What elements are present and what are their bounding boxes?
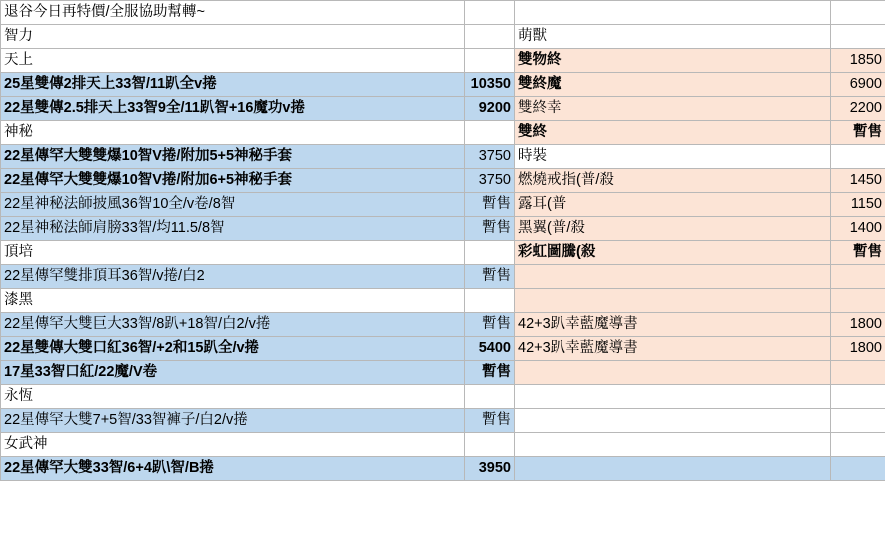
table-row <box>1 409 885 433</box>
right-label: 雙終幸 <box>515 97 831 121</box>
left-price: 暫售 <box>465 217 515 241</box>
table-row <box>1 289 885 313</box>
left-label: 17星33智口紅/22魔/V卷 <box>1 361 465 385</box>
right-price <box>831 457 885 481</box>
table-row <box>1 73 885 97</box>
table-row <box>1 385 885 409</box>
right-price <box>831 145 885 169</box>
left-label: 22星傳罕大雙33智/6+4趴\智/B捲 <box>1 457 465 481</box>
table-row <box>1 97 885 121</box>
left-price: 3950 <box>465 457 515 481</box>
left-label: 智力 <box>1 25 465 49</box>
title-right-price-cell <box>831 1 885 25</box>
right-label: 雙終 <box>515 121 831 145</box>
left-label: 頂培 <box>1 241 465 265</box>
right-label: 黑翼(普/殺 <box>515 217 831 241</box>
left-price: 9200 <box>465 97 515 121</box>
right-price <box>831 361 885 385</box>
right-price <box>831 433 885 457</box>
left-price: 3750 <box>465 169 515 193</box>
left-price <box>465 49 515 73</box>
left-price: 3750 <box>465 145 515 169</box>
right-label <box>515 409 831 433</box>
table-row <box>1 217 885 241</box>
left-label: 22星神秘法師披風36智10全/v卷/8智 <box>1 193 465 217</box>
title-right-cell <box>515 1 831 25</box>
right-label: 萌獸 <box>515 25 831 49</box>
left-price: 暫售 <box>465 193 515 217</box>
right-price <box>831 385 885 409</box>
left-label: 神秘 <box>1 121 465 145</box>
right-price: 1800 <box>831 337 885 361</box>
left-price <box>465 385 515 409</box>
table-row <box>1 337 885 361</box>
right-price <box>831 409 885 433</box>
table-row <box>1 241 885 265</box>
left-price: 暫售 <box>465 265 515 289</box>
title-cell: 退谷今日再特價/全服協助幫轉~ <box>1 1 465 25</box>
right-price <box>831 289 885 313</box>
right-label <box>515 457 831 481</box>
left-price: 10350 <box>465 73 515 97</box>
right-label: 42+3趴幸藍魔導書 <box>515 337 831 361</box>
left-price <box>465 121 515 145</box>
right-label: 雙終魔 <box>515 73 831 97</box>
right-label: 露耳(普 <box>515 193 831 217</box>
left-label: 22星神秘法師肩膀33智/均11.5/8智 <box>1 217 465 241</box>
right-price: 6900 <box>831 73 885 97</box>
table-row <box>1 49 885 73</box>
right-label <box>515 385 831 409</box>
right-label <box>515 361 831 385</box>
table-row <box>1 193 885 217</box>
right-price: 1850 <box>831 49 885 73</box>
table-row <box>1 433 885 457</box>
right-price: 1150 <box>831 193 885 217</box>
left-label: 女武神 <box>1 433 465 457</box>
right-price <box>831 265 885 289</box>
table-row <box>1 25 885 49</box>
left-label: 天上 <box>1 49 465 73</box>
left-label: 22星雙傳2.5排天上33智9全/11趴智+16魔功v捲 <box>1 97 465 121</box>
table-row <box>1 1 885 25</box>
right-price: 2200 <box>831 97 885 121</box>
right-label: 燃燒戒指(普/殺 <box>515 169 831 193</box>
right-label: 時裝 <box>515 145 831 169</box>
right-label <box>515 289 831 313</box>
left-price <box>465 241 515 265</box>
right-label <box>515 433 831 457</box>
left-price <box>465 25 515 49</box>
left-label: 25星雙傳2排天上33智/11趴全v捲 <box>1 73 465 97</box>
left-price <box>465 433 515 457</box>
left-label: 22星傳罕大雙巨大33智/8趴+18智/白2/v捲 <box>1 313 465 337</box>
right-label <box>515 265 831 289</box>
right-price <box>831 25 885 49</box>
left-price: 5400 <box>465 337 515 361</box>
left-label: 22星傳罕大雙雙爆10智V捲/附加6+5神秘手套 <box>1 169 465 193</box>
left-label: 22星傳罕大雙7+5智/33智褲子/白2/v捲 <box>1 409 465 433</box>
right-label: 42+3趴幸藍魔導書 <box>515 313 831 337</box>
title-price-cell <box>465 1 515 25</box>
table-row <box>1 121 885 145</box>
right-label: 雙物終 <box>515 49 831 73</box>
left-label: 永恆 <box>1 385 465 409</box>
right-price: 1450 <box>831 169 885 193</box>
table-row <box>1 361 885 385</box>
right-price: 暫售 <box>831 121 885 145</box>
left-price: 暫售 <box>465 409 515 433</box>
right-price: 1800 <box>831 313 885 337</box>
right-label: 彩虹圖騰(殺 <box>515 241 831 265</box>
table-row <box>1 265 885 289</box>
left-label: 漆黑 <box>1 289 465 313</box>
right-price: 暫售 <box>831 241 885 265</box>
table-row <box>1 169 885 193</box>
table-row <box>1 313 885 337</box>
table-row <box>1 145 885 169</box>
left-price: 暫售 <box>465 313 515 337</box>
left-label: 22星雙傳大雙口紅36智/+2和15趴全/v捲 <box>1 337 465 361</box>
table-row <box>1 457 885 481</box>
left-label: 22星傳罕雙排頂耳36智/v捲/白2 <box>1 265 465 289</box>
right-price: 1400 <box>831 217 885 241</box>
left-label: 22星傳罕大雙雙爆10智V捲/附加5+5神秘手套 <box>1 145 465 169</box>
left-price <box>465 289 515 313</box>
left-price: 暫售 <box>465 361 515 385</box>
